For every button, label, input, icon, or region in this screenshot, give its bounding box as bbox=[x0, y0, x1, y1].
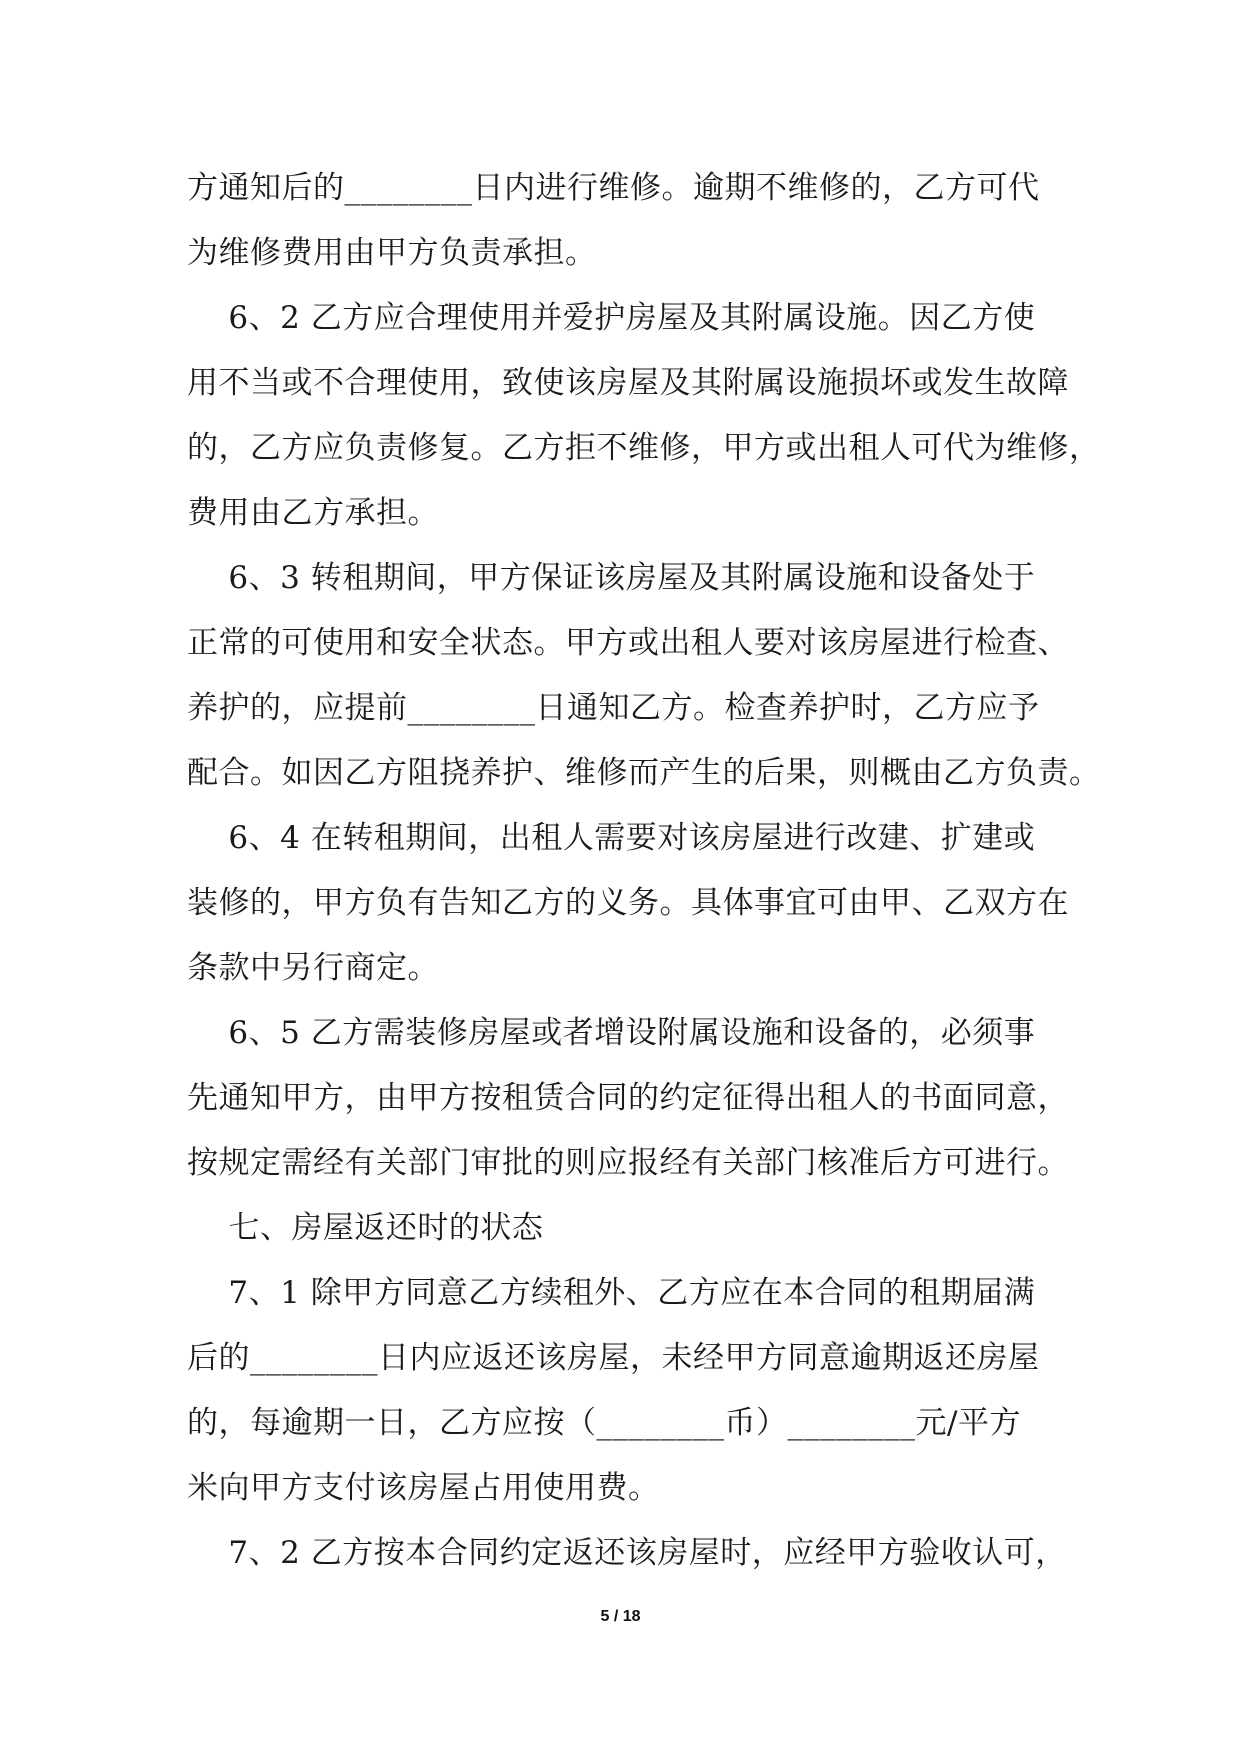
text-line: 方通知后的________日内进行维修。逾期不维修的，乙方可代 bbox=[187, 170, 1040, 206]
text-line: 的，每逾期一日，乙方应按（________币）________元/平方 bbox=[187, 1405, 1021, 1441]
page-number: 5 / 18 bbox=[600, 1608, 641, 1625]
text-line: 用不当或不合理使用，致使该房屋及其附属设施损坏或发生故障 bbox=[187, 365, 1069, 401]
text-line: 养护的，应提前________日通知乙方。检查养护时，乙方应予 bbox=[187, 690, 1040, 726]
text-line: 后的________日内应返还该房屋，未经甲方同意逾期返还房屋 bbox=[187, 1340, 1040, 1376]
text-line: 配合。如因乙方阻挠养护、维修而产生的后果，则概由乙方负责。 bbox=[187, 755, 1101, 791]
text-line: 6、3 转租期间，甲方保证该房屋及其附属设施和设备处于 bbox=[187, 560, 1036, 596]
text-line: 的，乙方应负责修复。乙方拒不维修，甲方或出租人可代为维修， bbox=[187, 430, 1101, 466]
text-line: 按规定需经有关部门审批的则应报经有关部门核准后方可进行。 bbox=[187, 1145, 1069, 1181]
text-line: 装修的，甲方负有告知乙方的义务。具体事宜可由甲、乙双方在 bbox=[187, 885, 1069, 921]
text-line: 7、2 乙方按本合同约定返还该房屋时，应经甲方验收认可， bbox=[187, 1535, 1067, 1571]
text-line: 正常的可使用和安全状态。甲方或出租人要对该房屋进行检查、 bbox=[187, 625, 1069, 661]
document-body bbox=[187, 156, 1101, 1586]
section-heading: 七、房屋返还时的状态 bbox=[187, 1210, 544, 1246]
text-line: 6、4 在转租期间，出租人需要对该房屋进行改建、扩建或 bbox=[187, 820, 1036, 856]
text-line: 米向甲方支付该房屋占用使用费。 bbox=[187, 1470, 660, 1506]
text-line: 6、2 乙方应合理使用并爱护房屋及其附属设施。因乙方使 bbox=[187, 300, 1036, 336]
text-line: 6、5 乙方需装修房屋或者增设附属设施和设备的，必须事 bbox=[187, 1015, 1036, 1051]
text-line: 为维修费用由甲方负责承担。 bbox=[187, 235, 597, 271]
text-line: 费用由乙方承担。 bbox=[187, 495, 439, 531]
text-line: 条款中另行商定。 bbox=[187, 950, 439, 986]
text-line: 先通知甲方，由甲方按租赁合同的约定征得出租人的书面同意， bbox=[187, 1080, 1069, 1116]
text-line: 7、1 除甲方同意乙方续租外、乙方应在本合同的租期届满 bbox=[187, 1275, 1036, 1311]
